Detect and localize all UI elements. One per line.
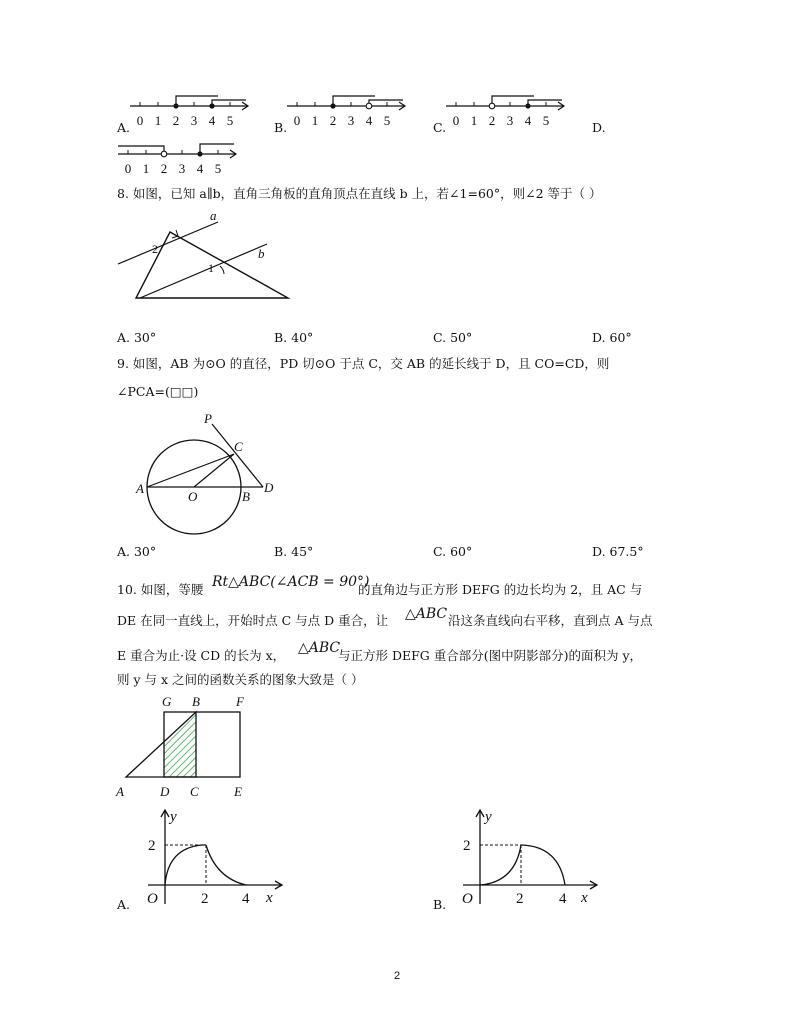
q10-graph-a-y-label: y [170, 809, 177, 825]
q10-label-a: A [116, 784, 124, 799]
q10-graph-b-x2: 2 [516, 891, 524, 907]
q10-line3-start: E 重合为止·设 CD 的长为 x， [117, 648, 286, 663]
q10-label-g: G [162, 694, 172, 709]
q10-line4: 则 y 与 x 之间的函数关系的图象大致是（ ） [117, 672, 364, 687]
q9-option-b: B. 45° [274, 544, 314, 559]
q9-label-o: O [188, 489, 198, 504]
q7-tick: 0 [136, 113, 144, 128]
q7-tick: 4 [524, 113, 532, 128]
q10-graph-a-x-label: x [266, 890, 273, 906]
q10-graph-b-x4: 4 [559, 891, 567, 907]
q10-line3-end: 与正方形 DEFG 重合部分(图中阴影部分)的面积为 y， [338, 648, 643, 663]
q7-label-d: D. [592, 120, 606, 135]
q9-label-a: A [136, 481, 144, 496]
q9-figure [130, 408, 285, 538]
q7-tick: 1 [142, 161, 150, 176]
q7-tick: 3 [347, 113, 355, 128]
q10-graph-a-y2: 2 [148, 838, 156, 854]
q10-label-c: C [190, 784, 199, 799]
q10-graph-a [140, 806, 290, 910]
q8-option-d: D. 60° [592, 330, 632, 345]
q8-angle2-label: 2 [152, 242, 158, 256]
q10-line1-start: 10. 如图，等腰 [117, 582, 204, 597]
q8-label-a: a [210, 208, 217, 223]
q8-angle1-label: 1 [208, 261, 214, 275]
q8-option-b: B. 40° [274, 330, 314, 345]
q9-option-d: D. 67.5° [592, 544, 644, 559]
q7-tick: 4 [196, 161, 204, 176]
q10-line1-end: 的直角边与正方形 DEFG 的边长均为 2，且 AC 与 [358, 582, 643, 597]
q10-label-b: B [192, 694, 200, 709]
q9-label-b: B [242, 489, 250, 504]
q10-label-f: F [236, 694, 244, 709]
q9-question-line2: ∠PCA=(□□) [117, 384, 199, 399]
q7-tick: 3 [506, 113, 514, 128]
q7-label-b: B. [274, 120, 288, 135]
q7-tick: 3 [190, 113, 198, 128]
q10-line3-formula: △ABC [298, 640, 341, 656]
q10-graph-a-x2: 2 [201, 891, 209, 907]
q7-label-c: C. [433, 120, 447, 135]
q10-graph-b-origin: O [462, 891, 473, 907]
q7-numberline-d [116, 140, 241, 178]
q7-tick: 5 [542, 113, 550, 128]
q7-tick: 5 [383, 113, 391, 128]
q9-option-c: C. 60° [433, 544, 473, 559]
q7-tick: 0 [124, 161, 132, 176]
q10-label-d: D [160, 784, 170, 799]
q7-tick: 1 [154, 113, 162, 128]
q10-figure [112, 692, 262, 802]
q10-line1-formula: Rt△ABC(∠ACB = 90°) [212, 574, 370, 590]
q8-figure [112, 208, 297, 304]
q7-numberline-b [285, 92, 410, 130]
q9-option-a: A. 30° [117, 544, 157, 559]
q10-line2-formula: △ABC [405, 606, 448, 622]
q7-tick: 4 [208, 113, 216, 128]
q7-tick: 2 [172, 113, 180, 128]
q7-tick: 1 [470, 113, 478, 128]
q10-line2-end: 沿这条直线向右平移，直到点 A 与点 [448, 613, 653, 628]
page-number: 2 [394, 970, 401, 982]
q10-graph-a-label: A. [117, 897, 131, 912]
q8-option-c: C. 50° [433, 330, 473, 345]
q8-option-a: A. 30° [117, 330, 157, 345]
q7-tick: 2 [329, 113, 337, 128]
q10-graph-a-origin: O [147, 891, 158, 907]
q10-label-e: E [234, 784, 242, 799]
q10-graph-b-x-label: x [581, 890, 588, 906]
q7-tick: 5 [214, 161, 222, 176]
q8-question-text: 8. 如图，已知 a∥b，直角三角板的直角顶点在直线 b 上，若∠1=60°，则∠2 等于（ ） [117, 186, 602, 201]
q10-graph-b-y2: 2 [463, 838, 471, 854]
q9-label-p: P [204, 411, 212, 426]
q9-question-line1: 9. 如图，AB 为⊙O 的直径，PD 切⊙O 于点 C，交 AB 的延长线于 D，且 CO=CD，则 [117, 356, 610, 371]
q9-label-c: C [234, 439, 243, 454]
q7-tick: 3 [178, 161, 186, 176]
q10-graph-b-label: B. [433, 897, 447, 912]
q7-tick: 5 [226, 113, 234, 128]
q7-tick: 1 [311, 113, 319, 128]
q7-tick: 0 [293, 113, 301, 128]
q9-label-d: D [264, 480, 274, 495]
q10-graph-b [455, 806, 605, 910]
q8-label-b: b [258, 246, 265, 261]
q7-tick: 0 [452, 113, 460, 128]
q7-numberline-c [444, 92, 569, 130]
q7-tick: 2 [488, 113, 496, 128]
q7-tick: 4 [365, 113, 373, 128]
q7-label-a: A. [117, 120, 131, 135]
q7-numberline-a [128, 92, 253, 130]
q10-graph-b-y-label: y [485, 809, 492, 825]
q10-graph-a-x4: 4 [242, 891, 250, 907]
q10-line2-start: DE 在同一直线上，开始时点 C 与点 D 重合，让 [117, 613, 389, 628]
q7-tick: 2 [160, 161, 168, 176]
